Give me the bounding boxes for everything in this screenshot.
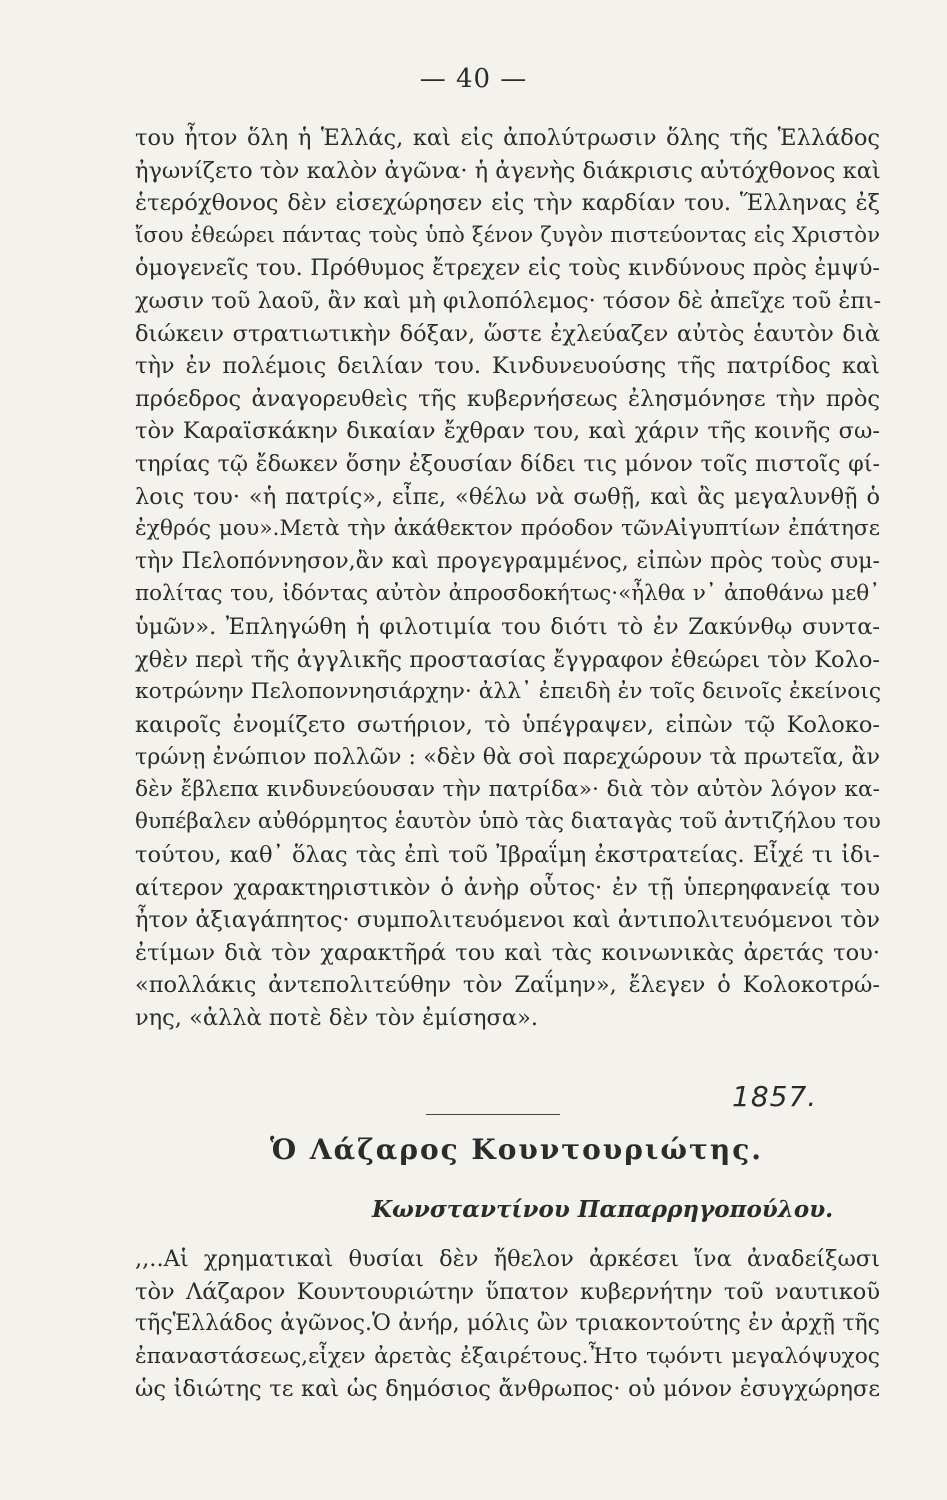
text-line: τῆςἙλλάδος ἀγῶνος.Ὁ ἀνήρ, μόλις ὢν τριακοντούτης ἐν ἀρχῇ τῆς: [135, 1311, 880, 1337]
text-line: αίτερον χαρακτηριστικὸν ὁ ἀνὴρ οὗτος· ἐν τῇ ὑπερηφανείᾳ του: [135, 874, 880, 901]
text-line: δὲν ἔβλεπα κινδυνεύουσαν τὴν πατρίδα»· διὰ τὸν αὐτὸν λόγον κα-: [135, 776, 880, 802]
section-title: Ὁ Λάζαρος Κουντουριώτης.: [270, 1133, 764, 1166]
text-line: ἑτερόχθονος δὲν εἰσεχώρησεν εἰς τὴν καρδίαν του. Ἕλληνας ἐξ: [135, 190, 880, 217]
text-line: τηρίας τῷ ἔδωκεν ὅσην ἐξουσίαν δίδει τις μόνον τοῖς πιστοῖς φί-: [135, 450, 880, 477]
year-date: 1857.: [732, 1080, 818, 1113]
text-line: ,,..Αἱ χρηματικαὶ θυσίαι δὲν ἤθελον ἀρκέσει ἵνα ἀναδείξωσι: [135, 1246, 880, 1272]
text-line: ὡς ἰδιώτης τε καὶ ὡς δημόσιος ἄνθρωπος· οὐ μόνον ἐσυγχώρησε: [135, 1376, 880, 1403]
text-line: πολίτας του, ἰδόντας αὐτὸν ἀπροσδοκήτως·«ἦλθα ν᾽ ἀποθάνω μεθ᾽: [135, 581, 880, 607]
text-line: τὴν Πελοπόννησον,ἂν καὶ προγεγραμμένος, εἰπὼν πρὸς τοὺς συμ-: [135, 548, 880, 574]
text-line: του ἦτον ὅλη ἡ Ἑλλάς, καὶ εἰς ἀπολύτρωσιν ὅλης τῆς Ἑλλάδος: [135, 125, 880, 151]
text-line: καιροῖς ἐνομίζετο σωτήριον, τὸ ὑπέγραψεν, εἰπὼν τῷ Κολοκο-: [135, 711, 880, 738]
text-line: ἦτον ἀξιαγάπητος· συμπολιτευόμενοι καὶ ἀντιπολιτευόμενοι τὸν: [135, 907, 880, 934]
text-line: νης, «ἀλλὰ ποτὲ δὲν τὸν ἐμίσησα».: [135, 1005, 539, 1032]
text-line: ἠγωνίζετο τὸν καλὸν ἀγῶνα· ἡ ἀγενὴς διάκρισις αὐτόχθονος καὶ: [135, 157, 881, 184]
text-line: ἐχθρός μου».Μετὰ τὴν ἀκάθεκτον πρόοδον τῶνΑἰγυπτίων ἐπάτησε: [135, 516, 880, 542]
section-text: [135, 1243, 880, 1406]
text-line: κοτρώνην Πελοποννησιάρχην· ἀλλ᾽ ἐπειδὴ ἐν τοῖς δεινοῖς ἐκείνοις: [135, 679, 882, 705]
text-line: ἴσου ἐθεώρει πάντας τοὺς ὑπὸ ξένον ζυγὸν πιστεύοντας εἰς Χριστὸν: [135, 222, 880, 248]
section-divider: [426, 1114, 560, 1115]
text-line: πρόεδρος ἀναγορευθεὶς τῆς κυβερνήσεως ἐλησμόνησε τὴν πρὸς: [135, 385, 880, 412]
page-number: — 40 —: [419, 64, 528, 94]
text-line: τὸν Καραϊσκάκην δικαίαν ἔχθραν του, καὶ χάριν τῆς κοινῆς σω-: [135, 418, 880, 445]
text-line: τὸν Λάζαρον Κουντουριώτην ὕπατον κυβερνήτην τοῦ ναυτικοῦ: [135, 1278, 880, 1305]
text-line: διώκειν στρατιωτικὴν δόξαν, ὥστε ἐχλεύαζεν αὐτὸς ἑαυτὸν διὰ: [135, 320, 880, 347]
text-line: χωσιν τοῦ λαοῦ, ἂν καὶ μὴ φιλοπόλεμος· τόσον δὲ ἀπεῖχε τοῦ ἐπι-: [135, 287, 882, 314]
text-line: ὑμῶν». Ἐπληγώθη ἡ φιλοτιμία του διότι τὸ ἐν Ζακύνθῳ συντα-: [135, 613, 880, 640]
text-line: χθὲν περὶ τῆς ἀγγλικῆς προστασίας ἔγγραφον ἐθεώρει τὸν Κολο-: [135, 646, 880, 673]
body-text: [135, 122, 880, 1035]
text-line: ἐπαναστάσεως,εἶχεν ἀρετὰς ἐξαιρέτους.Ἦτο τῳόντι μεγαλόψυχος: [135, 1343, 880, 1369]
text-line: τούτου, καθ᾽ ὅλας τὰς ἐπὶ τοῦ Ἰβραΐμη ἐκστρατείας. Εἶχέ τι ἰδι-: [135, 842, 880, 869]
text-line: τὴν ἐν πολέμοις δειλίαν του. Κινδυνευούσης τῆς πατρίδος καὶ: [135, 353, 880, 380]
text-line: «πολλάκις ἀντεπολιτεύθην τὸν Ζαΐμην», ἔλεγεν ὁ Κολοκοτρώ-: [135, 972, 880, 999]
text-line: ἐτίμων διὰ τὸν χαρακτῆρά του καὶ τὰς κοινωνικὰς ἀρετάς του·: [135, 939, 880, 966]
text-line: λοις του· «ἡ πατρίς», εἶπε, «θέλω νὰ σωθῇ, καὶ ἂς μεγαλυνθῇ ὁ: [135, 483, 880, 510]
text-line: ὁμογενεῖς του. Πρόθυμος ἔτρεχεν εἰς τοὺς κινδύνους πρὸς ἐμψύ-: [135, 255, 880, 282]
section-author: Κωνσταντίνου Παπαρρηγοπούλου.: [372, 1196, 834, 1223]
text-line: θυπέβαλεν αὐθόρμητος ἑαυτὸν ὑπὸ τὰς διαταγὰς τοῦ ἀντιζήλου του: [135, 809, 881, 835]
text-line: τρώνῃ ἐνώπιον πολλῶν : «δὲν θὰ σοὶ παρεχώρουν τὰ πρωτεῖα, ἂν: [135, 744, 880, 771]
